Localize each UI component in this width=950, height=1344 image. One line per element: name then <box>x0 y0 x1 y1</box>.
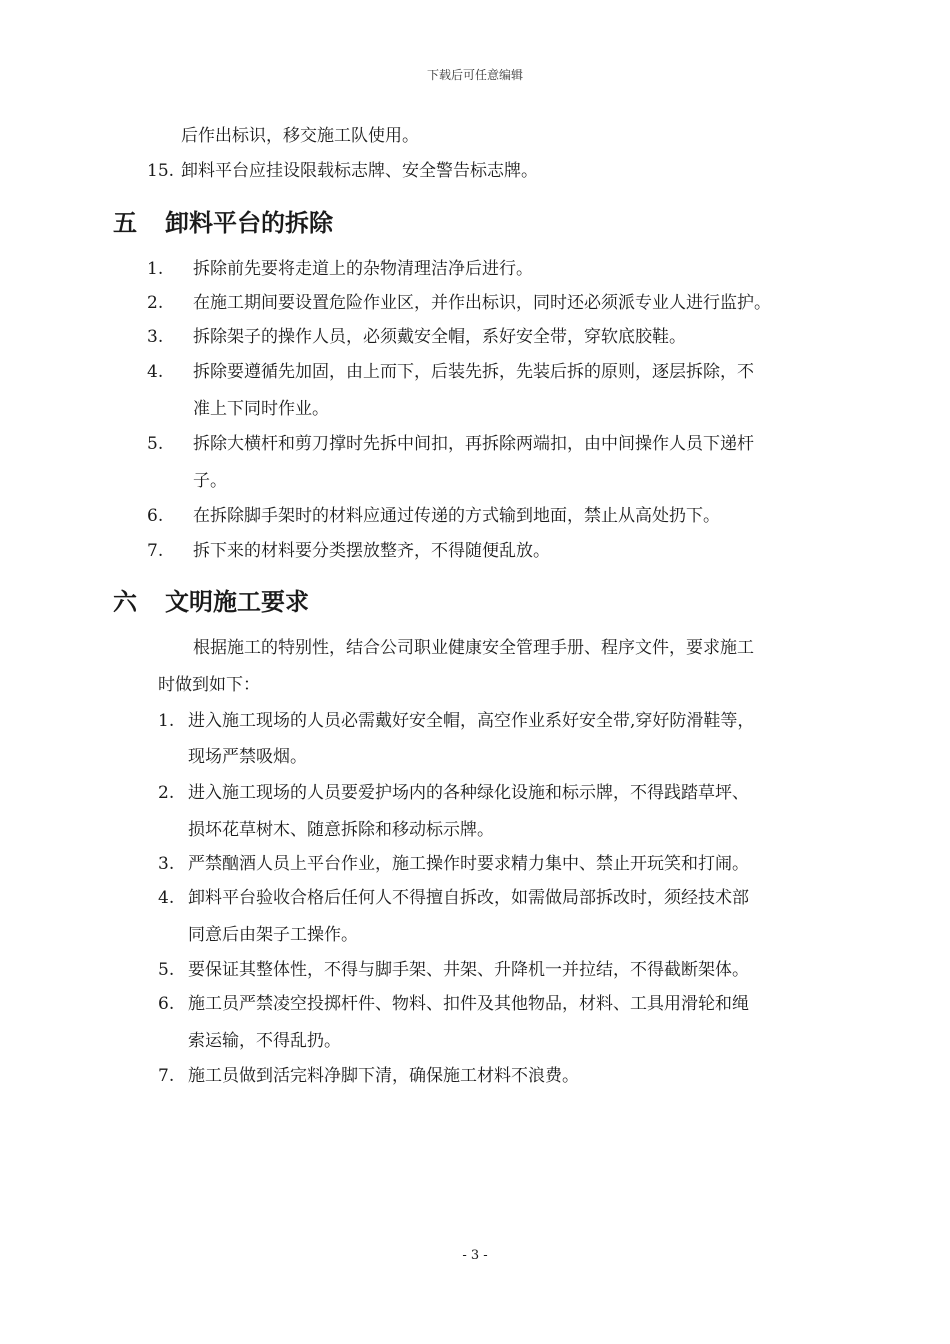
s6-item-4 <box>158 886 749 910</box>
s6-item-5-text: 要保证其整体性，不得与脚手架、井架、升降机一并拉结，不得截断架体。 <box>188 960 749 980</box>
s5-item-5 <box>147 432 754 456</box>
section-6-title: 文明施工要求 <box>165 588 309 616</box>
page-number: - 3 - <box>462 1248 488 1263</box>
s6-item-1-number: 1. <box>158 711 175 731</box>
s5-item-1-number: 1. <box>147 259 164 279</box>
s5-item-4-text: 拆除要遵循先加固，由上而下，后装先拆，先装后拆的原则，逐层拆除，不 <box>193 362 754 382</box>
s5-item-1 <box>147 257 533 281</box>
s6-item-4-text: 卸料平台验收合格后任何人不得擅自拆改，如需做局部拆改时，须经技术部 <box>188 888 749 908</box>
s5-item-2-text: 在施工期间要设置危险作业区，并作出标识，同时还必须派专业人进行监护。 <box>193 293 771 313</box>
section-5-number: 五 <box>113 209 137 237</box>
s6-item-6-number: 6. <box>158 994 175 1014</box>
item-15-text: 卸料平台应挂设限载标志牌、安全警告标志牌。 <box>181 161 538 181</box>
s5-item-4-number: 4. <box>147 362 164 382</box>
s6-item-6-text: 施工员严禁凌空投掷杆件、物料、扣件及其他物品，材料、工具用滑轮和绳 <box>188 994 749 1014</box>
s6-item-2 <box>158 781 749 805</box>
section-5-heading <box>113 203 333 238</box>
s5-item-4-line-2: 准上下同时作业。 <box>193 399 329 419</box>
s5-item-5-number: 5. <box>147 434 164 454</box>
s6-item-1-line-2: 现场严禁吸烟。 <box>188 747 307 767</box>
s6-intro-line-2: 时做到如下： <box>158 675 260 695</box>
section-6-heading <box>113 582 309 617</box>
s6-item-6-line-2: 索运输，不得乱扔。 <box>188 1031 341 1051</box>
s6-item-3 <box>158 852 749 876</box>
s6-item-5-number: 5. <box>158 960 175 980</box>
item-15-number: 15. <box>147 161 175 181</box>
s5-item-6 <box>147 504 720 528</box>
s6-item-2-text: 进入施工现场的人员要爱护场内的各种绿化设施和标示牌，不得践踏草坪、 <box>188 783 749 803</box>
item-15 <box>147 159 538 183</box>
header-note: 下载后可任意编辑 <box>426 68 523 82</box>
s5-item-2 <box>147 291 771 315</box>
s5-item-6-text: 在拆除脚手架时的材料应通过传递的方式输到地面，禁止从高处扔下。 <box>193 506 720 526</box>
s5-item-3-text: 拆除架子的操作人员，必须戴安全帽，系好安全带，穿软底胶鞋。 <box>193 327 686 347</box>
section-6-number: 六 <box>113 588 137 616</box>
s6-item-2-number: 2. <box>158 783 175 803</box>
s5-item-3-number: 3. <box>147 327 164 347</box>
s5-item-7 <box>147 539 550 563</box>
s5-item-4 <box>147 360 754 384</box>
item-14-continuation: 后作出标识，移交施工队使用。 <box>181 126 419 146</box>
s5-item-2-number: 2. <box>147 293 164 313</box>
s6-item-1 <box>158 709 754 733</box>
s6-item-3-text: 严禁酗酒人员上平台作业，施工操作时要求精力集中、禁止开玩笑和打闹。 <box>188 854 749 874</box>
s6-item-6 <box>158 992 749 1016</box>
s5-item-1-text: 拆除前先要将走道上的杂物清理洁净后进行。 <box>193 259 533 279</box>
s6-item-4-number: 4. <box>158 888 175 908</box>
s6-item-1-text: 进入施工现场的人员必需戴好安全帽，高空作业系好安全带,穿好防滑鞋等， <box>188 711 755 731</box>
s6-item-3-number: 3. <box>158 854 175 874</box>
s5-item-7-number: 7. <box>147 541 164 561</box>
s5-item-6-number: 6. <box>147 506 164 526</box>
s6-item-4-line-2: 同意后由架子工操作。 <box>188 925 358 945</box>
s6-item-7-text: 施工员做到活完料净脚下清，确保施工材料不浪费。 <box>188 1066 579 1086</box>
s6-item-5 <box>158 958 749 982</box>
s6-item-7 <box>158 1064 579 1088</box>
s6-item-2-line-2: 损坏花草树木、随意拆除和移动标示牌。 <box>188 820 494 840</box>
s6-intro-line-1: 根据施工的特别性，结合公司职业健康安全管理手册、程序文件，要求施工 <box>193 638 754 658</box>
s6-item-7-number: 7. <box>158 1066 175 1086</box>
s5-item-5-text: 拆除大横杆和剪刀撑时先拆中间扣，再拆除两端扣，由中间操作人员下递杆 <box>193 434 754 454</box>
section-5-title: 卸料平台的拆除 <box>165 209 333 237</box>
s5-item-5-line-2: 子。 <box>193 471 227 491</box>
s5-item-3 <box>147 325 686 349</box>
s5-item-7-text: 拆下来的材料要分类摆放整齐，不得随便乱放。 <box>193 541 550 561</box>
